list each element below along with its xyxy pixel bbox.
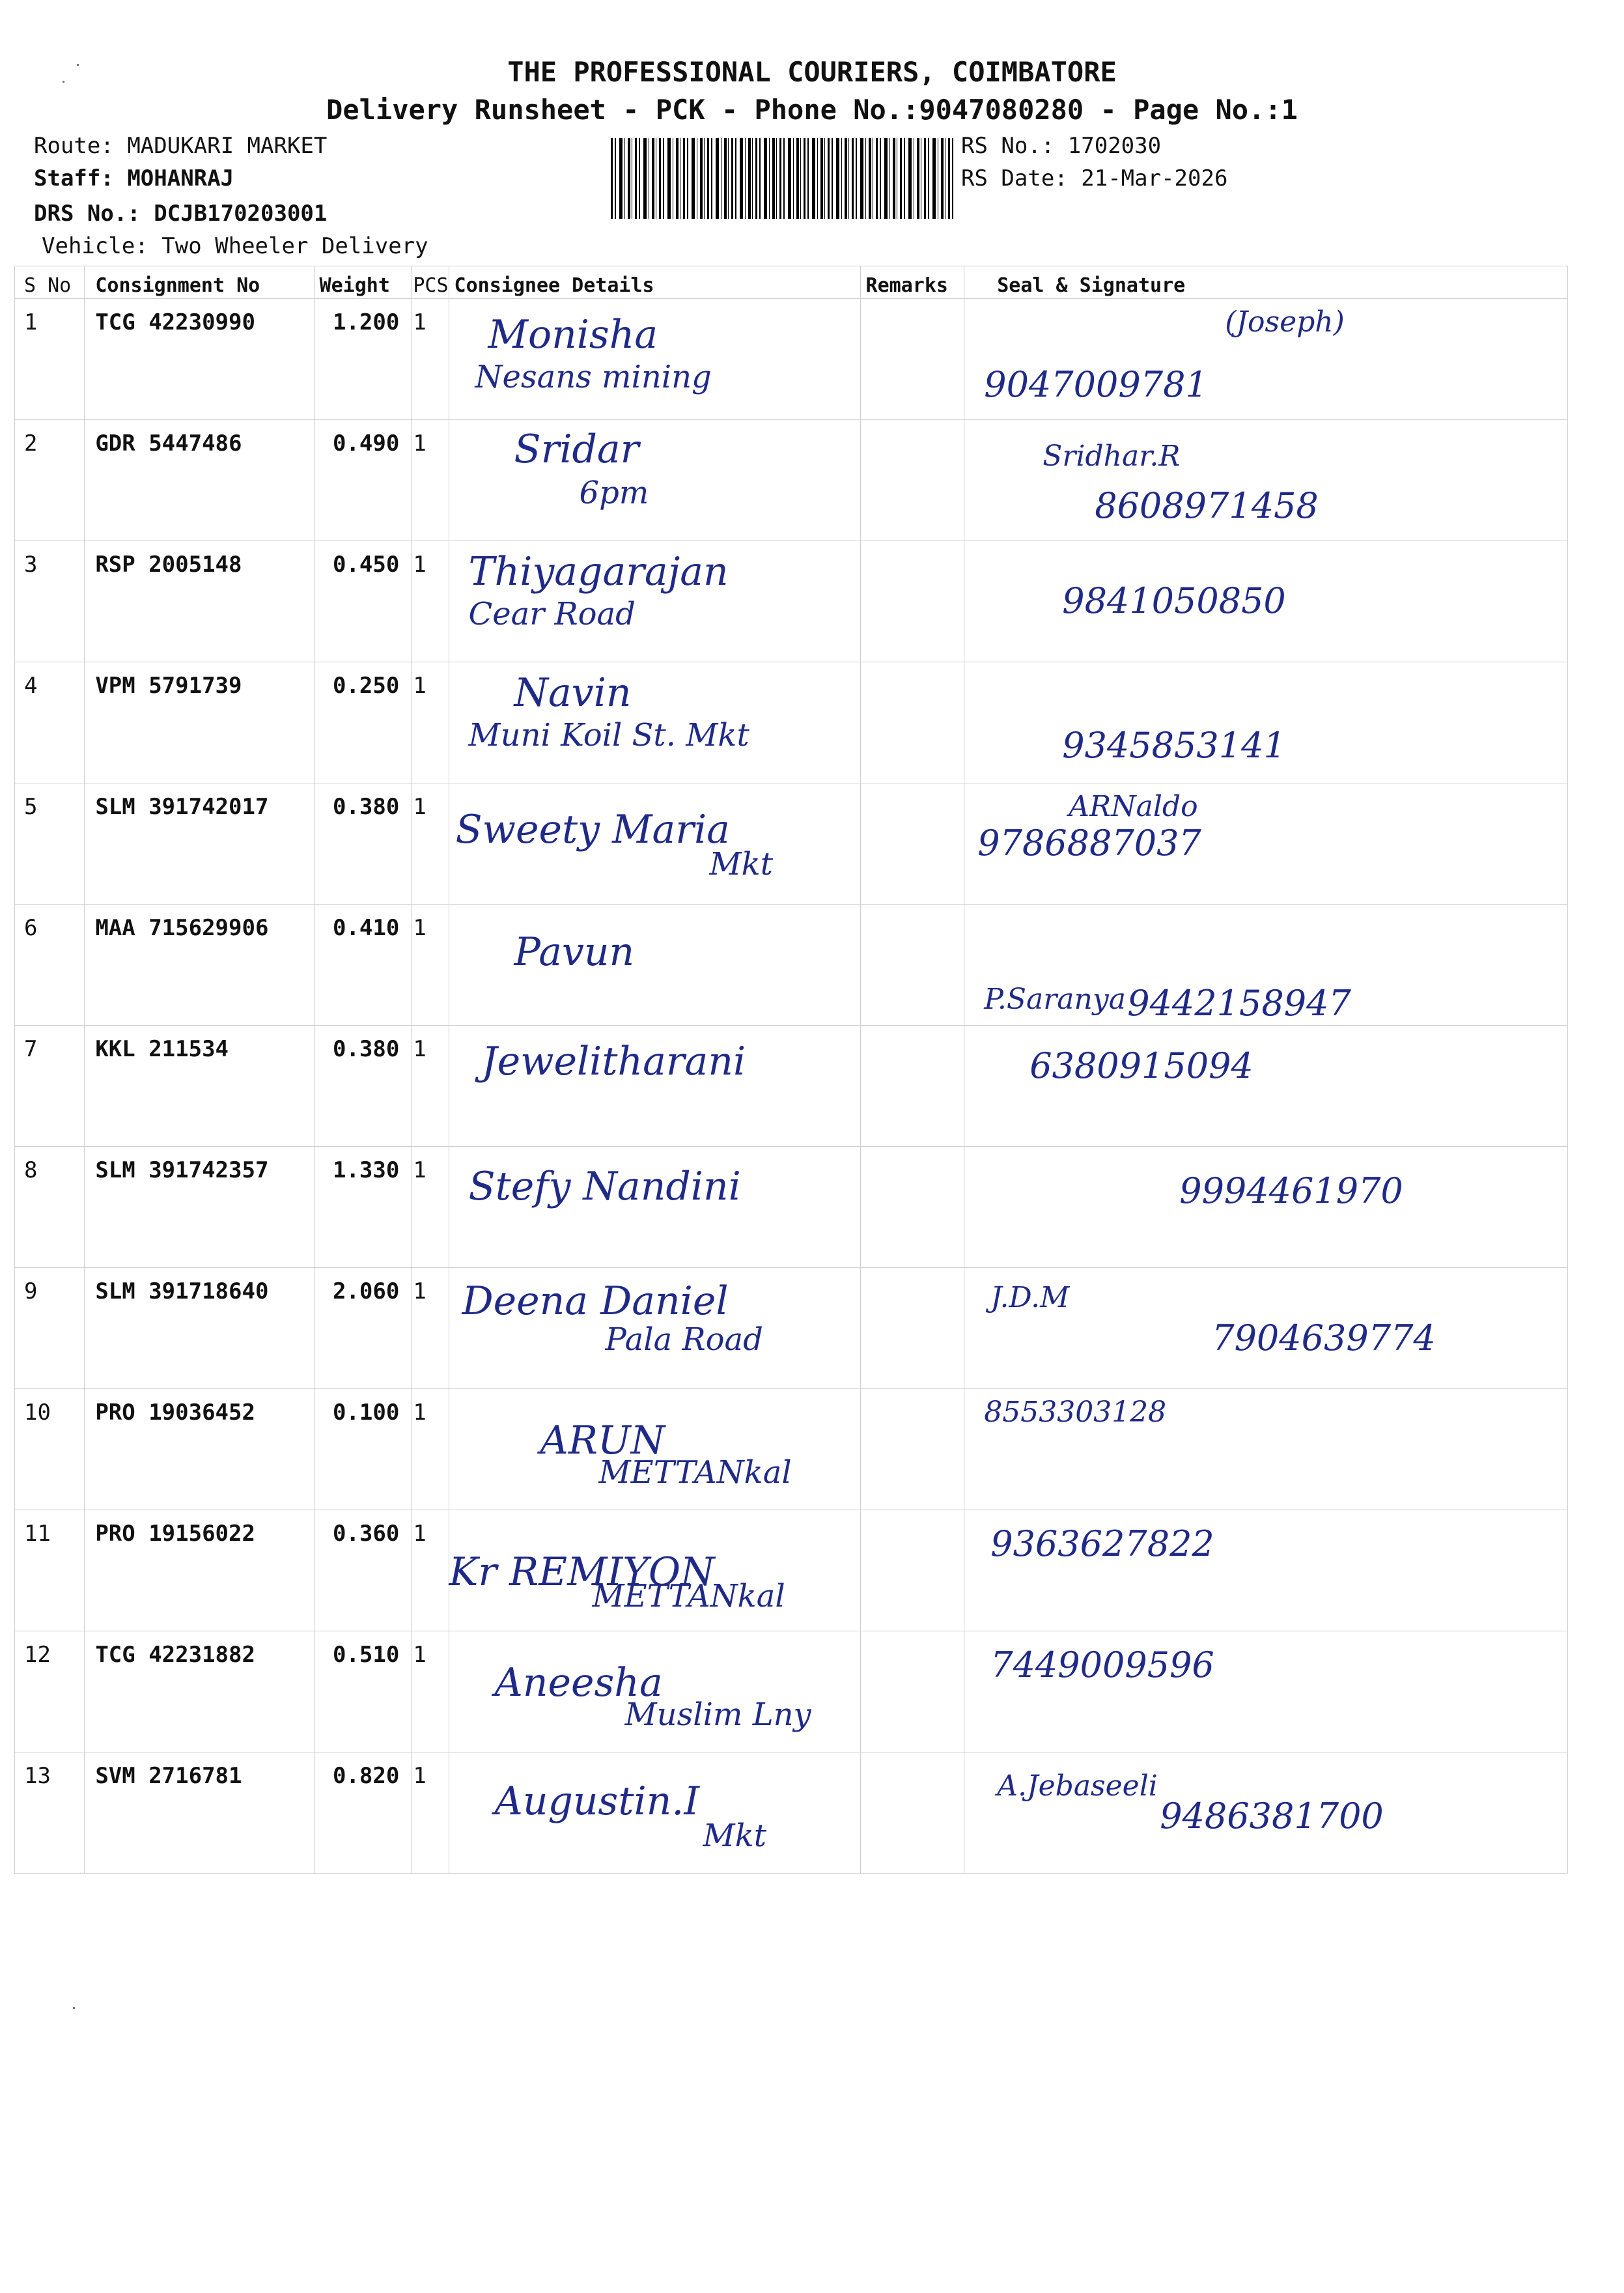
row-seal-signature	[964, 1147, 1568, 1268]
row-consignment-no: SLM 391718640	[85, 1268, 314, 1389]
phone-handwritten: 7449009596	[990, 1644, 1214, 1685]
consignee-name-handwritten: Kr REMIYON	[449, 1549, 715, 1595]
row-weight: 0.410	[314, 905, 412, 1026]
row-remarks	[860, 1389, 964, 1510]
table-row	[15, 783, 1568, 905]
row-weight: 2.060	[314, 1268, 412, 1389]
consignee-name-handwritten: Thiyagarajan	[468, 549, 729, 595]
row-weight: 0.380	[314, 783, 412, 905]
scan-speck	[63, 81, 64, 83]
rs-date-line	[961, 165, 1227, 191]
staff-line	[34, 165, 234, 191]
row-weight: 0.490	[314, 420, 412, 541]
barcode	[611, 138, 955, 219]
table-row	[15, 1268, 1568, 1389]
table-row	[15, 1147, 1568, 1268]
consignee-name-handwritten: Jewelitharani	[481, 1039, 746, 1084]
table-row	[15, 541, 1568, 662]
row-consignee-details	[449, 1147, 860, 1268]
row-consignee-details	[449, 1026, 860, 1147]
vehicle-line	[42, 233, 428, 259]
row-consignee-details	[449, 1268, 860, 1389]
company-title: THE PROFESSIONAL COURIERS, COIMBATORE	[507, 56, 1117, 88]
row-pcs: 1	[412, 1510, 449, 1631]
row-consignment-no: PRO 19156022	[85, 1510, 314, 1631]
row-consignee-details	[449, 1631, 860, 1752]
signature-handwritten: Sridhar.R	[1043, 440, 1181, 473]
row-weight: 0.380	[314, 1026, 412, 1147]
row-pcs: 1	[412, 299, 449, 420]
table-row	[15, 299, 1568, 420]
phone-handwritten: 9841050850	[1062, 580, 1286, 621]
scan-speck	[73, 2007, 75, 2009]
row-weight: 0.510	[314, 1631, 412, 1752]
row-remarks	[860, 420, 964, 541]
consignee-address-handwritten: Muslim Lny	[624, 1696, 811, 1733]
row-consignment-no: SVM 2716781	[85, 1752, 314, 1874]
row-weight: 1.200	[314, 299, 412, 420]
row-remarks	[860, 1631, 964, 1752]
route-line	[34, 133, 327, 159]
rs-date-value: 21-Mar-2026	[1081, 165, 1228, 191]
signature-handwritten: 8553303128	[984, 1396, 1167, 1429]
row-seal-signature	[964, 1389, 1568, 1510]
route-label: Route:	[34, 133, 114, 159]
drs-value: DCJB170203001	[154, 201, 328, 227]
row-consignee-details	[449, 905, 860, 1026]
row-weight: 0.820	[314, 1752, 412, 1874]
row-pcs: 1	[412, 1631, 449, 1752]
consignee-address-handwritten: Pala Road	[605, 1321, 763, 1358]
drs-line	[34, 201, 327, 227]
signature-handwritten: P.Saranya	[984, 983, 1126, 1016]
consignee-name-handwritten: ARUN	[540, 1418, 665, 1463]
consignee-name-handwritten: Pavun	[514, 929, 635, 975]
consignee-name-handwritten: Aneesha	[494, 1660, 663, 1706]
col-consignment: Consignment No	[85, 266, 314, 299]
consignee-address-handwritten: 6pm	[579, 475, 649, 511]
consignee-address-handwritten: Muni Koil St. Mkt	[468, 717, 749, 753]
row-consignment-no: VPM 5791739	[85, 662, 314, 783]
signature-handwritten: (Joseph)	[1225, 305, 1345, 339]
row-sno: 5	[15, 783, 85, 905]
table-row	[15, 1510, 1568, 1631]
row-consignee-details	[449, 420, 860, 541]
row-pcs: 1	[412, 1147, 449, 1268]
phone-handwritten: 9442158947	[1127, 983, 1351, 1024]
col-consignee: Consignee Details	[449, 266, 860, 299]
phone-handwritten: 9363627822	[990, 1523, 1214, 1564]
row-remarks	[860, 541, 964, 662]
row-remarks	[860, 905, 964, 1026]
table-row	[15, 420, 1568, 541]
row-remarks	[860, 1268, 964, 1389]
row-seal-signature	[964, 1631, 1568, 1752]
phone-handwritten: 9994461970	[1179, 1170, 1403, 1211]
row-seal-signature	[964, 1510, 1568, 1631]
row-remarks	[860, 1752, 964, 1874]
row-remarks	[860, 662, 964, 783]
phone-handwritten: 9345853141	[1062, 725, 1286, 766]
rs-no-line	[961, 133, 1161, 159]
row-remarks	[860, 783, 964, 905]
row-sno: 4	[15, 662, 85, 783]
row-pcs: 1	[412, 905, 449, 1026]
row-consignment-no: PRO 19036452	[85, 1389, 314, 1510]
row-consignee-details	[449, 662, 860, 783]
row-consignee-details	[449, 541, 860, 662]
row-consignee-details	[449, 1389, 860, 1510]
row-weight: 0.250	[314, 662, 412, 783]
consignee-name-handwritten: Augustin.I	[494, 1779, 700, 1824]
signature-handwritten: J.D.M	[990, 1281, 1070, 1314]
row-seal-signature	[964, 905, 1568, 1026]
rs-no-value: 1702030	[1067, 133, 1162, 159]
row-seal-signature	[964, 1752, 1568, 1874]
row-pcs: 1	[412, 1389, 449, 1510]
table-row	[15, 662, 1568, 783]
consignee-name-handwritten: Deena Daniel	[462, 1278, 729, 1324]
signature-handwritten: A.Jebaseeli	[997, 1769, 1158, 1803]
consignee-address-handwritten: Mkt	[709, 846, 774, 882]
row-remarks	[860, 1510, 964, 1631]
phone-handwritten: 6380915094	[1029, 1045, 1253, 1086]
signature-handwritten: ARNaldo	[1069, 790, 1198, 823]
consignee-address-handwritten: Nesans mining	[475, 359, 712, 395]
row-consignment-no: GDR 5447486	[85, 420, 314, 541]
row-weight: 1.330	[314, 1147, 412, 1268]
row-sno: 7	[15, 1026, 85, 1147]
staff-label: Staff:	[34, 165, 114, 191]
consignee-name-handwritten: Navin	[514, 670, 632, 716]
row-seal-signature	[964, 662, 1568, 783]
row-pcs: 1	[412, 420, 449, 541]
row-sno: 1	[15, 299, 85, 420]
row-remarks	[860, 1026, 964, 1147]
row-weight: 0.450	[314, 541, 412, 662]
phone-handwritten: 9047009781	[984, 364, 1208, 405]
row-remarks	[860, 1147, 964, 1268]
row-pcs: 1	[412, 1752, 449, 1874]
row-consignee-details	[449, 1752, 860, 1874]
row-weight: 0.100	[314, 1389, 412, 1510]
drs-label: DRS No.:	[34, 201, 141, 227]
row-seal-signature	[964, 299, 1568, 420]
scan-speck	[77, 64, 79, 66]
rs-date-label: RS Date:	[961, 165, 1068, 191]
row-seal-signature	[964, 783, 1568, 905]
row-pcs: 1	[412, 541, 449, 662]
consignee-name-handwritten: Stefy Nandini	[468, 1164, 741, 1209]
row-consignee-details	[449, 783, 860, 905]
row-sno: 8	[15, 1147, 85, 1268]
consignee-address-handwritten: METTANkal	[592, 1578, 785, 1614]
table-row	[15, 1631, 1568, 1752]
col-sno: S No	[15, 266, 85, 299]
row-sno: 6	[15, 905, 85, 1026]
runsheet-subtitle: Delivery Runsheet - PCK - Phone No.:9047080280 - Page No.:1	[326, 94, 1298, 126]
row-sno: 10	[15, 1389, 85, 1510]
row-consignment-no: TCG 42230990	[85, 299, 314, 420]
runsheet-table	[14, 266, 1568, 1874]
consignee-address-handwritten: METTANkal	[598, 1454, 792, 1491]
phone-handwritten: 9786887037	[977, 823, 1201, 864]
row-pcs: 1	[412, 1026, 449, 1147]
col-signature: Seal & Signature	[964, 266, 1568, 299]
phone-handwritten: 8608971458	[1095, 485, 1319, 526]
row-sno: 3	[15, 541, 85, 662]
row-consignment-no: RSP 2005148	[85, 541, 314, 662]
consignee-name-handwritten: Monisha	[488, 312, 658, 358]
col-pcs: PCS	[412, 266, 449, 299]
col-weight: Weight	[314, 266, 412, 299]
consignee-address-handwritten: Cear Road	[468, 596, 636, 632]
row-seal-signature	[964, 420, 1568, 541]
table-row	[15, 1026, 1568, 1147]
row-sno: 13	[15, 1752, 85, 1874]
col-remarks: Remarks	[860, 266, 964, 299]
table-row	[15, 1389, 1568, 1510]
row-consignee-details	[449, 1510, 860, 1631]
row-weight: 0.360	[314, 1510, 412, 1631]
phone-handwritten: 7904639774	[1212, 1317, 1436, 1358]
row-consignment-no: SLM 391742357	[85, 1147, 314, 1268]
row-seal-signature	[964, 1026, 1568, 1147]
vehicle-label: Vehicle:	[42, 233, 148, 259]
row-pcs: 1	[412, 1268, 449, 1389]
row-pcs: 1	[412, 783, 449, 905]
row-sno: 12	[15, 1631, 85, 1752]
row-remarks	[860, 299, 964, 420]
row-seal-signature	[964, 1268, 1568, 1389]
row-pcs: 1	[412, 662, 449, 783]
vehicle-value: Two Wheeler Delivery	[161, 233, 428, 259]
row-consignee-details	[449, 299, 860, 420]
row-consignment-no: KKL 211534	[85, 1026, 314, 1147]
consignee-address-handwritten: Mkt	[703, 1818, 767, 1854]
consignee-name-handwritten: Sridar	[514, 427, 639, 472]
row-consignment-no: SLM 391742017	[85, 783, 314, 905]
route-value: MADUKARI MARKET	[127, 133, 328, 159]
table-row	[15, 905, 1568, 1026]
row-consignment-no: TCG 42231882	[85, 1631, 314, 1752]
table-row	[15, 1752, 1568, 1874]
staff-value: MOHANRAJ	[127, 165, 234, 191]
row-sno: 2	[15, 420, 85, 541]
row-sno: 9	[15, 1268, 85, 1389]
phone-handwritten: 9486381700	[1160, 1795, 1384, 1836]
consignee-name-handwritten: Sweety Maria	[455, 807, 730, 852]
rs-no-label: RS No.:	[961, 133, 1055, 159]
row-sno: 11	[15, 1510, 85, 1631]
row-consignment-no: MAA 715629906	[85, 905, 314, 1026]
row-seal-signature	[964, 541, 1568, 662]
table-header-row	[15, 266, 1568, 299]
